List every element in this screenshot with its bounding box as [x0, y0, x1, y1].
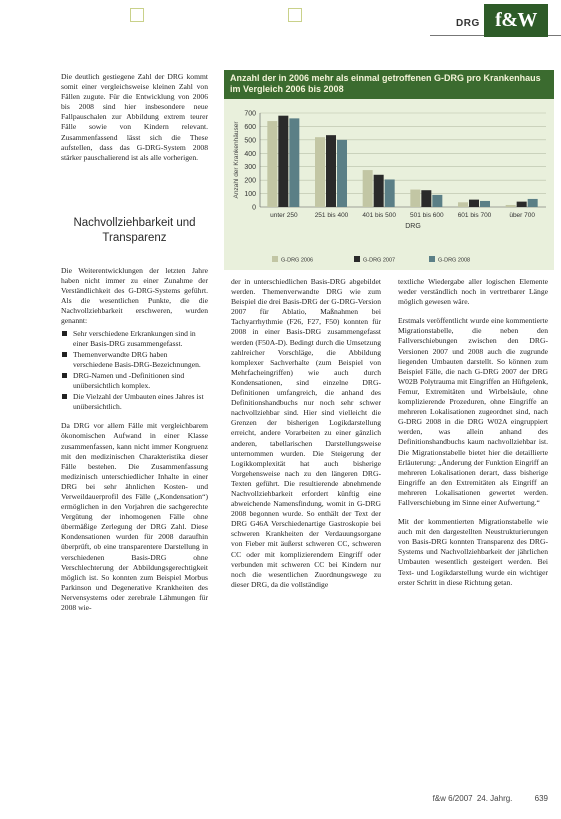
- bullet-list: [61, 329, 208, 413]
- bar: [337, 140, 347, 207]
- x-tick-label: 251 bis 400: [314, 212, 349, 219]
- y-tick-label: 400: [244, 150, 256, 158]
- bar: [480, 201, 490, 207]
- paragraph: Mit der kommentierten Migrationstabelle wie auch mit den dargestellten Neustrukturierungen von Basis-DRG konnten Transparenz des DRG-Systems und Nachvollziehbarkeit der jährlichen Umbauten wesentlich gesteigert werden. Bei Text- und Logikdarstellung wurde ein wichtiger erster Schritt in diese Richtung getan.: [398, 517, 548, 587]
- paragraph: Die Weiterentwicklungen der letzten Jahre haben nicht immer zu einer Zunahme der Verständlichkeit des G-DRG-Systems geführt. Als die wesentlichen Punkte, die die Nachvollziehbarkeit erschweren, wurden genannt:: [61, 266, 208, 326]
- bar: [506, 205, 516, 207]
- legend-swatch: [354, 256, 360, 262]
- bar: [517, 202, 527, 207]
- section-heading: Nachvollziehbarkeit und Transparenz: [73, 217, 196, 244]
- bar: [315, 137, 325, 207]
- legend-label: G-DRG 2006: [281, 257, 314, 264]
- bar: [469, 200, 479, 207]
- bar: [410, 190, 420, 207]
- legend-label: G-DRG 2008: [438, 257, 471, 264]
- legend-swatch: [429, 256, 435, 262]
- y-tick-label: 500: [244, 137, 256, 145]
- x-tick-label: 601 bis 700: [457, 212, 492, 219]
- journal-logo: f&W: [484, 4, 548, 37]
- bar-chart: [224, 70, 554, 270]
- page-footer: [431, 794, 548, 803]
- text-column-3: [398, 277, 548, 588]
- paragraph: Da DRG vor allem Fälle mit vergleichbarem ökonomischen Aufwand in einer Klasse zusammenfassen, kann nicht immer Kongruenz mit den medizinischen Charakteristika dieser Fälle bestehen. Die Zusammenfassung medizinisch unterschiedlicher Inhalte in einer DRG bei sehr ähnlichen Kosten- und Verweildauerprofil des Fälle („Kondensation“) ermöglichen in den Vorjahren die sachgerechte Vergütung der inhomogenen Fälle ohne übermäßige Zerlegung der DRG Zahl. Diese Kondensationen wurden für 2008 daraufhin überprüft, ob eine transparentere Darstellung in verschiedenen Basis-DRG ohne Verschlechterung der Abbildungsgerechtigkeit möglich ist. So konnten zum Beispiel Morbus Parkinson und Degenerative Krankheiten des Nervensystems oder zerebrale Lähmungen für 2008 wie-: [61, 421, 208, 612]
- bar: [278, 116, 288, 207]
- y-tick-label: 300: [244, 164, 256, 172]
- paragraph: Erstmals veröffentlicht wurde eine kommentierte Migrationstabelle, die neben den Fallverschiebungen zwischen den DRG-Versionen 2007 und 2008 auch die zugrunde liegenden Umbauten darstellt. So können zum Beispiel Fälle, die nach G-DRG 2007 der DRG W02B Polytrauma mit Eingriffen an Hüftgelenk, Femur, Extremitäten und Wirbelsäule, ohne komplizierende Prozeduren, ohne Eingriffe an mehreren Lokalisationen zugeordnet sind, nach G-DRG 2008 in die DRG W02A eingruppiert werden, was allein anhand des Definitionshandbuchs kaum nachvollziehbar ist. Die Migrationstabelle bietet hier die detaillierte Erläuterung: „Änderung der Funktion Eingriff an mehreren Lokalisationen derart, dass bisherige Eingriffe an den Extremitäten als Eingriff an mehreren Lokalisationen gewertet werden. Fallverschiebung im Sinne einer Aufwertung.“: [398, 316, 548, 507]
- chart-svg: [224, 70, 554, 270]
- paragraph: der in unterschiedlichen Basis-DRG abgebildet werden. Themenverwandte DRG wie zum Beispiel die drei Basis-DRG der G-DRG-Version 2007 für Ablatio, Maßnahmen bei Tachyarrhythmie (F26, F27, F50) konnten für 2008 in einer Basis-DRG zusammengefasst werden (F50A-D). Bedingt durch die Umsetzung zahlreicher Vorschläge, die Abbildung komplexer Sachverhalte (zum Beispiel von Mehrfacheingriffen) wie auch durch Kondensationen, sind einzelne DRG-Definitionen umfangreich, die anhand des Definitionshandbuchs nur noch sehr schwer nachvollziehbar sind. Hier sind vielleicht die Grenzen der bisherigen Logikdarstellung erreicht, andere Vorarbeiten zu einer gänzlich anderen, tabellarischen Darstellungsweise unternommen wurden. Die Steigerung der Logikkomplexität hat auch bisherige Vorgehensweise nach zu den längeren DRG-Texten geführt. Die resultierende abnehmende Nachvollziehbarkeit erfordert künftig eine abweichende Namensfindung, womit in G-DRG 2008 begonnen wurde. So enthält der Text der DRG G46A Verschiedenartige Gastroskopie bei schweren Krankheiten der Verdauungsorgane von Fieber mit äußerst schweren CC, schweren CC oder mit komplizierendem Eingriff oder verbunden mit schweren CC bei Kindern nur noch die wesentlichen Zuordnungswege zu dieser DRG, da die vollständige: [231, 277, 381, 589]
- x-tick-label: 401 bis 500: [362, 212, 396, 219]
- y-tick-label: 0: [252, 204, 256, 212]
- footer-year: 24. Jahrg.: [476, 794, 513, 803]
- y-tick-label: 700: [244, 110, 256, 118]
- legend-label: G-DRG 2007: [363, 257, 396, 264]
- bar: [528, 199, 538, 207]
- page-number: 639: [534, 794, 548, 803]
- chart-title: Anzahl der in 2006 mehr als einmal getroffenen G-DRG pro Krankenhaus im Vergleich 2006 bis 2008: [224, 70, 554, 99]
- legend-swatch: [272, 256, 278, 262]
- bar: [326, 135, 336, 207]
- bullet-item: Die Vielzahl der Umbauten eines Jahres ist unübersichtlich.: [61, 392, 208, 412]
- y-tick-label: 100: [244, 191, 256, 199]
- intro-paragraph: Die deutlich gestiegene Zahl der DRG kommt somit einer vergleichsweise kleinen Zahl von Fällen zugute. Für die Entwicklung von 2006 bis 2008 sind hier insbesondere neue Fallpauschalen zur Abbildung extrem teurer Fälle sowie von Kindern relevant. Zusammenfassend lässt sich die These aufstellen, dass das G-DRG-System 2008 stärker pauschalierend ist als alle vorherigen.: [61, 72, 208, 162]
- bar: [432, 195, 442, 207]
- x-tick-label: über 700: [509, 212, 536, 219]
- y-tick-label: 600: [244, 123, 256, 131]
- text-column-2: [231, 277, 381, 590]
- bullet-item: Sehr verschiedene Erkrankungen sind in einer Basis-DRG zusammengefasst.: [61, 329, 208, 349]
- bar: [363, 170, 373, 207]
- bar: [289, 118, 299, 207]
- header-decor-square: [130, 8, 144, 22]
- x-axis-label: DRG: [405, 223, 421, 230]
- paragraph: textliche Wiedergabe aller logischen Elemente weder verständlich noch in vertretbarer Länge möglich gewesen wäre.: [398, 277, 548, 307]
- bullet-item: Themenverwandte DRG haben verschiedene Basis-DRG-Bezeichnungen.: [61, 350, 208, 370]
- bar: [421, 190, 431, 207]
- header-decor-square: [288, 8, 302, 22]
- y-axis-label: Anzahl der Krankenhäuser: [233, 121, 240, 199]
- x-tick-label: 501 bis 600: [410, 212, 444, 219]
- section-label: DRG: [456, 18, 480, 29]
- bar: [374, 175, 384, 207]
- bar: [267, 121, 277, 207]
- intro-column: [61, 72, 208, 163]
- bullet-item: DRG-Namen und -Definitionen sind unübersichtlich komplex.: [61, 371, 208, 391]
- text-column-1: [61, 266, 208, 613]
- x-tick-label: unter 250: [270, 212, 298, 219]
- bar: [458, 202, 468, 207]
- y-tick-label: 200: [244, 177, 256, 185]
- footer-journal: f&w 6/2007: [432, 794, 473, 803]
- bar: [385, 179, 395, 207]
